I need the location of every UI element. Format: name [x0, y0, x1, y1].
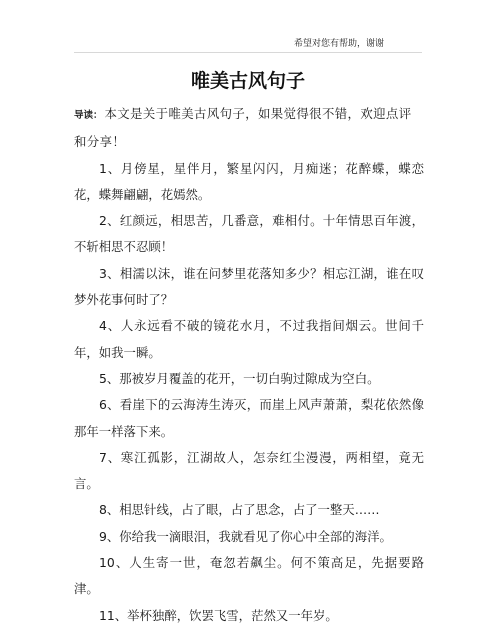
list-item-9: 9、你给我一滴眼泪，我就看见了你心中全部的海洋。: [99, 528, 392, 544]
list-item-4: 4、人永远看不破的镜花水月，不过我指间烟云。世间千年，如我一瞬。: [74, 318, 424, 360]
list-item-8: 8、相思针线，占了眼，占了思念，占了一整天……: [99, 502, 380, 518]
list-item-5: 5、那被岁月覆盖的花开，一切白驹过隙成为空白。: [99, 370, 380, 386]
header-note: 希望对您有帮助，谢谢: [294, 39, 385, 49]
intro-label: 导读：: [74, 110, 103, 121]
document-body: [74, 101, 424, 629]
intro-text: 本文是关于唯美古风句子，如果觉得很不错，欢迎点评和分享！: [74, 106, 412, 150]
document-title: 唯美古风句子: [190, 70, 305, 92]
header-divider: [74, 52, 422, 53]
list-item-3: 3、相濡以沫，谁在问梦里花落知多少？相忘江湖，谁在叹梦外花事何时了？: [74, 265, 424, 308]
list-item-6: 6、看崖下的云海涛生涛灭，而崖上风声萧萧，梨花依然像那年一样落下来。: [74, 397, 424, 439]
list-item-1: 1、月傍星，星伴月，繁星闪闪，月痴迷；花醉蝶，蝶恋花，蝶舞翩翩，花嫣然。: [74, 160, 424, 202]
list-item-2: 2、红颜远，相思苦，几番意，难相付。十年情思百年渡，不斩相思不忍顾！: [74, 213, 424, 255]
list-item-7: 7、寒江孤影，江湖故人，怎奈红尘漫漫，两相望，竟无言。: [74, 449, 424, 492]
list-item-11: 11、举杯独醉，饮罢飞雪，茫然又一年岁。: [99, 607, 338, 623]
intro-paragraph: [74, 101, 424, 156]
list-item-10: 10、人生寄一世，奄忽若飙尘。何不策高足，先据要路津。: [74, 555, 424, 597]
